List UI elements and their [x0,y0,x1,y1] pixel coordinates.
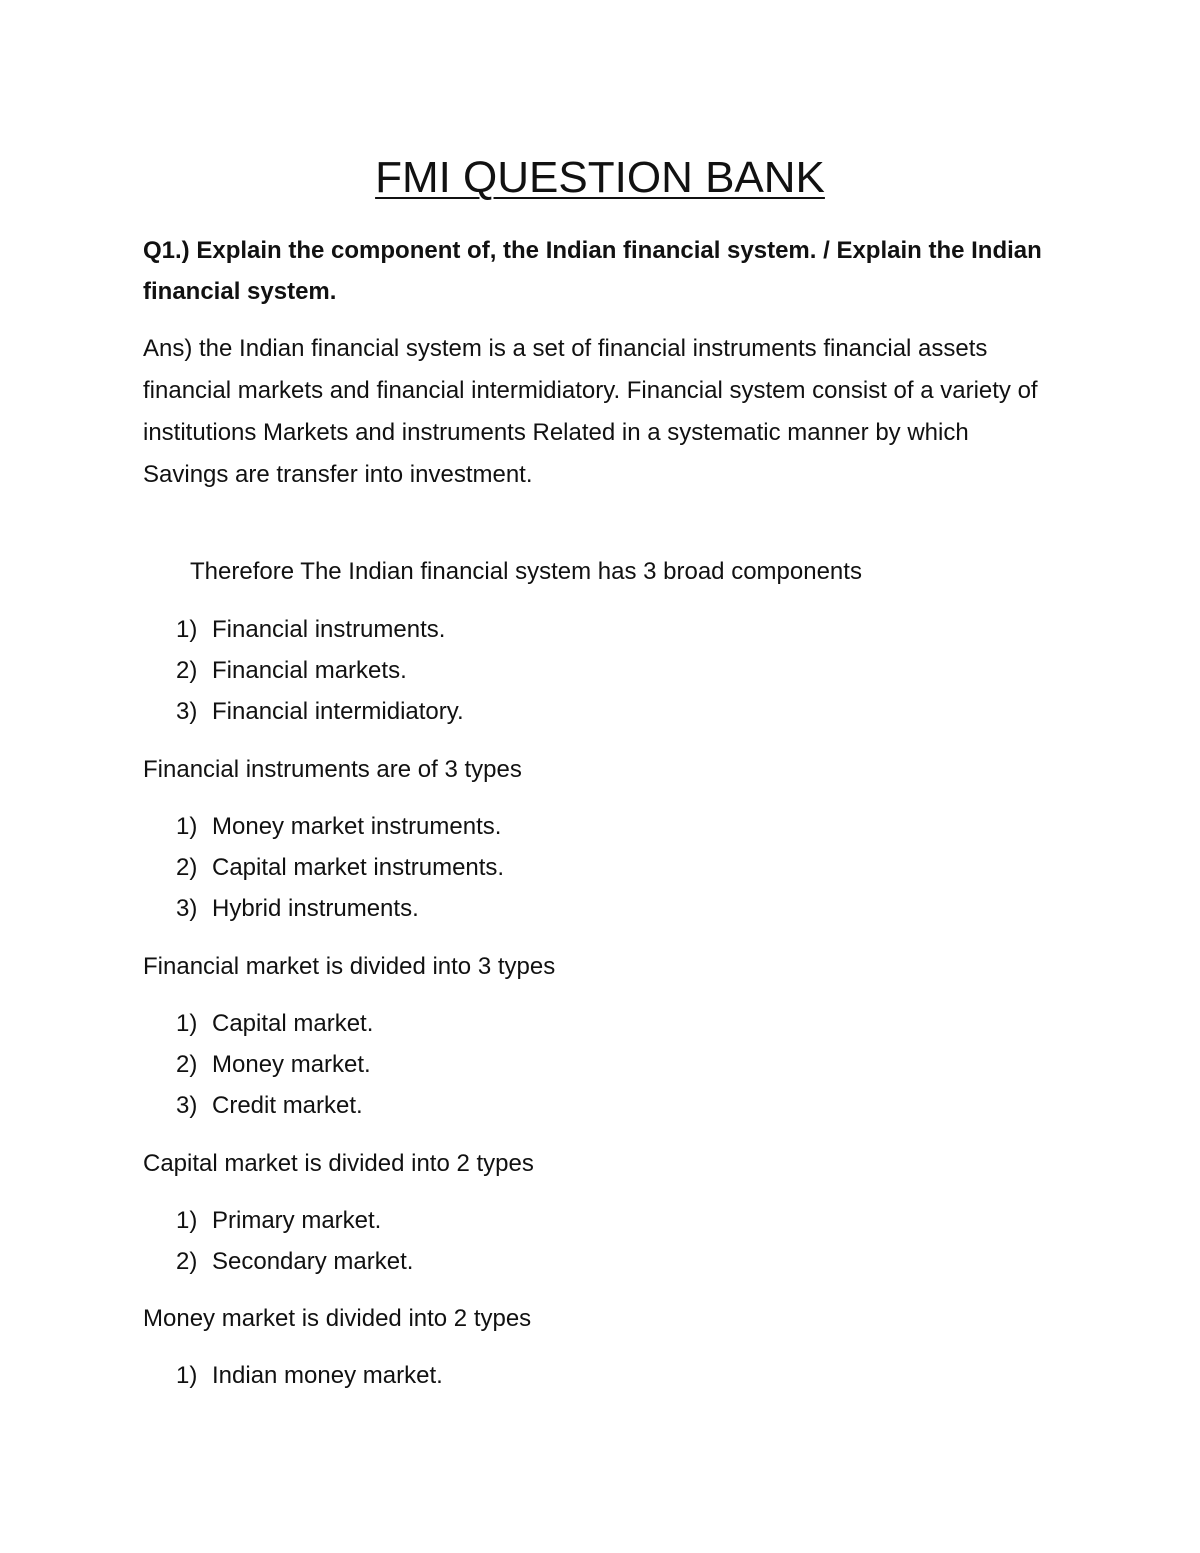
list-item [176,810,501,844]
list-number: 1) [176,616,198,643]
list-text: Money market. [212,1051,371,1078]
list-text: Financial markets. [212,657,407,684]
money-heading: Money market is divided into 2 types [143,1305,532,1332]
page-title: FMI QUESTION BANK [375,153,825,202]
list-text: Primary market. [212,1207,382,1234]
list-text: Capital market instruments. [212,854,505,881]
list-text: Indian money market. [212,1362,443,1389]
list-number: 2) [176,657,198,684]
list-item [176,1007,373,1041]
list-text: Capital market. [212,1010,374,1037]
list-item [176,892,419,926]
question-text: Q1.) Explain the component of, the Indian financial system. / Explain the Indian financial system. [143,237,1042,305]
list-number: 1) [176,1362,198,1389]
components-intro: Therefore The Indian financial system has 3 broad components [190,558,862,585]
list-number: 1) [176,1207,198,1234]
list-number: 1) [176,813,198,840]
list-number: 3) [176,698,198,725]
market-heading: Financial market is divided into 3 types [143,953,556,980]
list-number: 2) [176,1051,198,1078]
list-item [176,1245,413,1279]
instruments-heading: Financial instruments are of 3 types [143,756,522,783]
answer-paragraph: Ans) the Indian financial system is a set of financial instruments financial assets financial markets and financial intermidiatory. Financial system consist of a variety of institutions Markets and instruments Related in a systematic manner by which Savings are transfer into investment. [143,335,1038,488]
list-text: Financial intermidiatory. [212,698,464,725]
list-number: 1) [176,1010,198,1037]
list-item [176,1204,381,1238]
list-text: Credit market. [212,1092,363,1119]
list-item [176,613,445,647]
list-item [176,851,504,885]
list-item [176,1089,363,1123]
list-text: Money market instruments. [212,813,502,840]
list-item [176,1359,443,1393]
list-number: 3) [176,895,198,922]
list-item [176,695,464,729]
list-number: 3) [176,1092,198,1119]
list-text: Financial instruments. [212,616,446,643]
capital-heading: Capital market is divided into 2 types [143,1150,534,1177]
list-number: 2) [176,854,198,881]
list-number: 2) [176,1248,198,1275]
list-text: Secondary market. [212,1248,414,1275]
list-item [176,1048,371,1082]
list-item [176,654,407,688]
list-text: Hybrid instruments. [212,895,419,922]
